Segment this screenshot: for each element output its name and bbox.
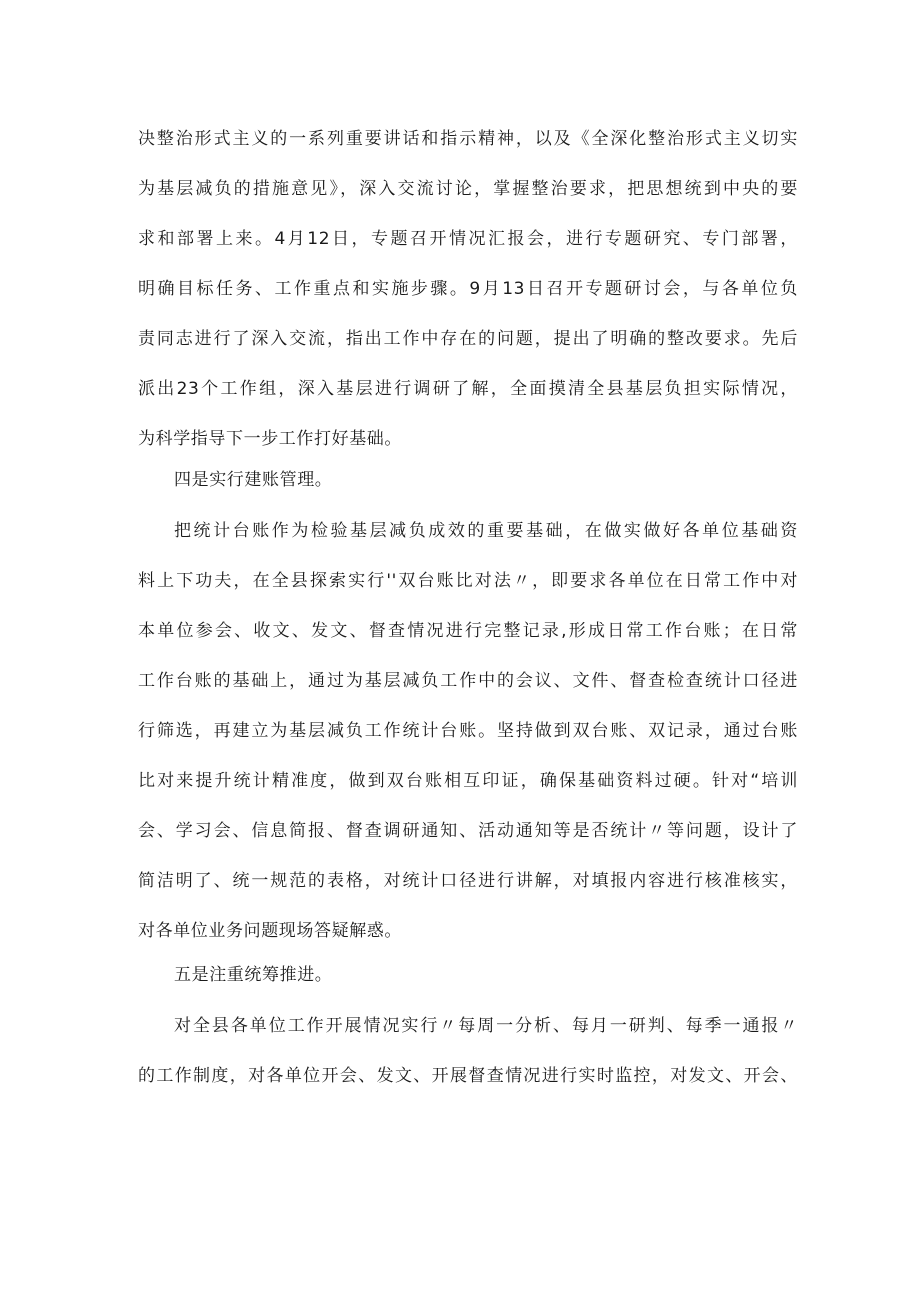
paragraph-line: 明确目标任务、工作重点和实施步骤。9月13日召开专题研讨会，与各单位负: [138, 279, 798, 299]
paragraph-line: 料上下功夫，在全县探索实行''双台账比对法〃，即要求各单位在日常工作中对: [138, 571, 798, 591]
paragraph-line: 行筛选，再建立为基层减负工作统计台账。坚持做到双台账、双记录，通过台账: [138, 721, 798, 741]
paragraph-line: 对各单位业务问题现场答疑解惑。: [138, 921, 402, 941]
heading-text: 五是注重统筹推进。: [174, 965, 333, 985]
paragraph-line: 的工作制度，对各单位开会、发文、开展督查情况进行实时监控，对发文、开会、: [138, 1066, 798, 1086]
paragraph-line: 把统计台账作为检验基层减负成效的重要基础，在做实做好各单位基础资: [174, 521, 798, 541]
paragraph-line: 派出23个工作组，深入基层进行调研了解，全面摸清全县基层负担实际情况，: [138, 379, 798, 399]
paragraph-4: [138, 519, 798, 943]
paragraph-line: 责同志进行了深入交流，指出工作中存在的问题，提出了明确的整改要求。先后: [138, 329, 798, 349]
paragraph-line: 决整治形式主义的一系列重要讲话和指示精神，以及《全深化整治形式主义切实: [138, 129, 798, 149]
heading-text: 四是实行建账管理。: [174, 470, 333, 490]
paragraph-line: 为科学指导下一步工作打好基础。: [138, 429, 402, 449]
paragraph-line: 会、学习会、信息简报、督查调研通知、活动通知等是否统计〃等问题，设计了: [138, 821, 798, 841]
paragraph-line: 本单位参会、收文、发文、督查情况进行完整记录,形成日常工作台账；在日常: [138, 621, 798, 641]
paragraph-line: 比对来提升统计精准度，做到双台账相互印证，确保基础资料过硬。针对“培训: [138, 771, 798, 791]
paragraph-line: 对全县各单位工作开展情况实行〃每周一分析、每月一研判、每季一通报〃: [174, 1016, 798, 1036]
paragraph-5: [138, 1014, 798, 1088]
paragraph-line: 为基层减负的措施意见》，深入交流讨论，掌握整治要求，把思想统到中央的要: [138, 179, 798, 199]
section-heading-4: [138, 468, 798, 492]
paragraph-line: 简洁明了、统一规范的表格，对统计口径进行讲解，对填报内容进行核准核实，: [138, 871, 798, 891]
section-heading-5: [138, 963, 798, 987]
paragraph-line: 求和部署上来。4月12日，专题召开情况汇报会，进行专题研究、专门部署，: [138, 229, 798, 249]
paragraph-line: 工作台账的基础上，通过为基层减负工作中的会议、文件、督查检查统计口径进: [138, 671, 798, 691]
intro-paragraph: [138, 127, 798, 451]
